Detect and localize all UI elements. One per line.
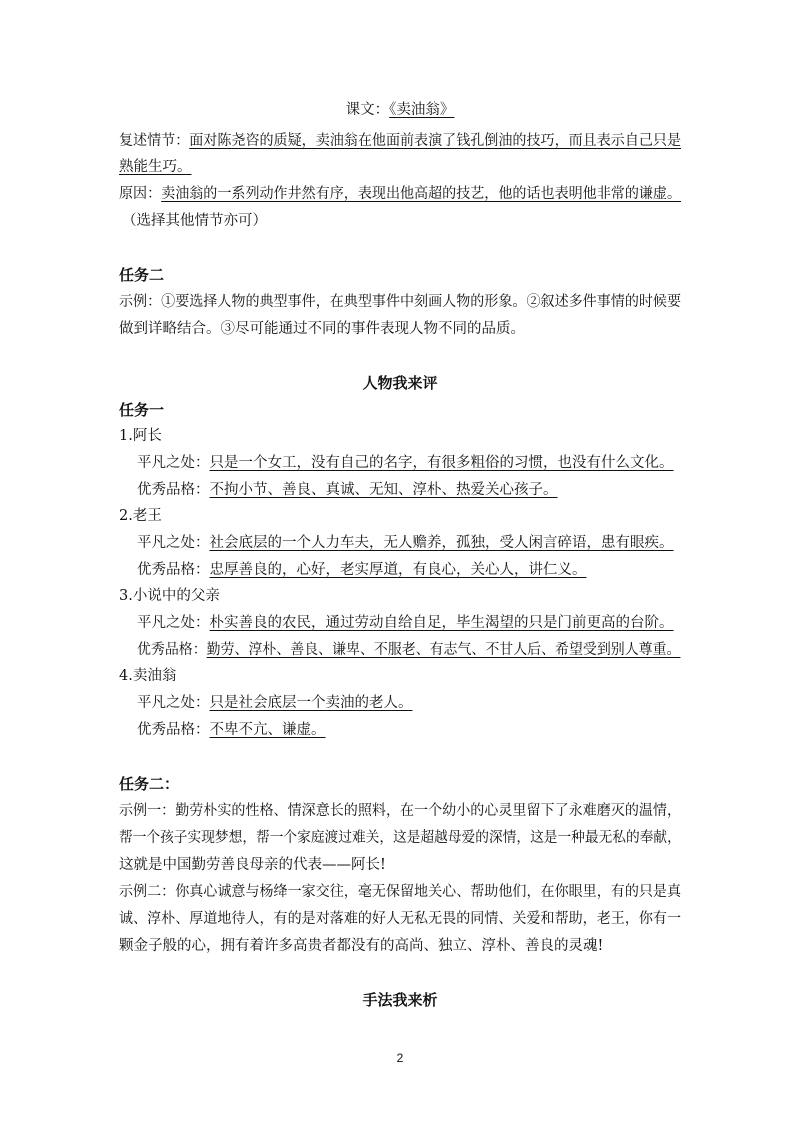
character-name: 3.小说中的父亲 <box>119 588 220 604</box>
reason-line <box>119 184 681 204</box>
lesson-title: 《卖油翁》 <box>389 102 455 118</box>
lesson-prefix: 课文： <box>345 102 390 118</box>
excellent-label: 优秀品格： <box>137 562 210 578</box>
example2-line-3: 颗金子般的心，拥有着许多高贵者都没有的高尚、独立、淳朴、善良的灵魂! <box>119 938 604 954</box>
task2-line-1: 示例：①要选择人物的典型事件，在典型事件中刻画人物的形象。②叙述多件事情的时候要 <box>119 294 682 310</box>
excellent-row <box>137 640 680 660</box>
excellent-text: 不卑不亢、谦虚。 <box>209 722 326 738</box>
character-name: 2.老王 <box>119 508 162 524</box>
ordinary-row <box>137 453 674 473</box>
ordinary-text: 只是一个女工，没有自己的名字，有很多粗俗的习惯，也没有什么文化。 <box>209 455 674 471</box>
excellent-text: 忠厚善良的，心好，老实厚道，有良心，关心人，讲仁义。 <box>209 562 587 578</box>
excellent-label: 优秀品格： <box>137 482 210 498</box>
example2-line-1: 示例二：你真心诚意与杨绛一家交往，毫无保留地关心、帮助他们，在你眼里，有的只是真 <box>119 884 682 900</box>
ordinary-label: 平凡之处： <box>137 695 210 711</box>
excellent-row <box>137 480 558 500</box>
retell-label: 复述情节： <box>119 133 190 149</box>
ordinary-row <box>137 693 413 713</box>
reason-label: 原因： <box>119 186 162 202</box>
retell-line-1 <box>119 131 681 151</box>
excellent-label: 优秀品格： <box>137 642 207 658</box>
task2-heading-2: 任务二： <box>119 775 180 793</box>
task1-heading: 任务一 <box>119 401 165 419</box>
ordinary-text: 朴实善良的农民，通过劳动自给自足，毕生渴望的只是门前更高的台阶。 <box>209 615 674 631</box>
lesson-title-line <box>0 100 800 120</box>
ordinary-label: 平凡之处： <box>137 455 210 471</box>
example1-line-1: 示例一：勤劳朴实的性格、情深意长的照料，在一个幼小的心灵里留下了永难磨灭的温情， <box>119 803 682 819</box>
excellent-label: 优秀品格： <box>137 722 210 738</box>
task2-heading: 任务二 <box>119 266 165 284</box>
note-line: （选择其他情节亦可） <box>122 213 267 229</box>
character-name: 4.卖油翁 <box>119 668 177 684</box>
excellent-text: 勤劳、淳朴、善良、谦卑、不服老、有志气、不甘人后、希望受到别人尊重。 <box>206 642 681 658</box>
ordinary-text: 社会底层的一个人力车夫，无人赡养，孤独，受人闲言碎语，患有眼疾。 <box>209 535 674 551</box>
example2-line-2: 诚、淳朴、厚道地待人，有的是对落难的好人无私无畏的同情、关爱和帮助，老王，你有一 <box>119 911 682 927</box>
excellent-row <box>137 720 326 740</box>
ordinary-row <box>137 533 674 553</box>
ordinary-label: 平凡之处： <box>137 615 210 631</box>
excellent-row <box>137 560 587 580</box>
excellent-text: 不拘小节、善良、真诚、无知、淳朴、热爱关心孩子。 <box>209 482 558 498</box>
retell-line-2 <box>119 157 192 177</box>
section-title-technique: 手法我来析 <box>362 991 438 1009</box>
ordinary-row <box>137 613 674 633</box>
ordinary-label: 平凡之处： <box>137 535 210 551</box>
ordinary-text: 只是社会底层一个卖油的老人。 <box>209 695 413 711</box>
section-title-character: 人物我来评 <box>362 374 438 392</box>
page-number: 2 <box>396 1051 404 1065</box>
character-name: 1.阿长 <box>119 428 162 444</box>
retell-text-1: 面对陈尧咨的质疑，卖油翁在他面前表演了钱孔倒油的技巧，而且表示自己只是 <box>189 133 682 149</box>
example1-line-3: 这就是中国勤劳善良母亲的代表——阿长! <box>119 857 386 873</box>
reason-text: 卖油翁的一系列动作井然有序，表现出他高超的技艺，他的话也表明他非常的谦虚。 <box>161 186 682 202</box>
retell-text-2: 熟能生巧。 <box>119 159 192 175</box>
example1-line-2: 帮一个孩子实现梦想，帮一个家庭渡过难关，这是超越母爱的深情，这是一种最无私的奉献， <box>119 830 681 846</box>
task2-line-2: 做到详略结合。③尽可能通过不同的事件表现人物不同的品质。 <box>119 321 525 337</box>
